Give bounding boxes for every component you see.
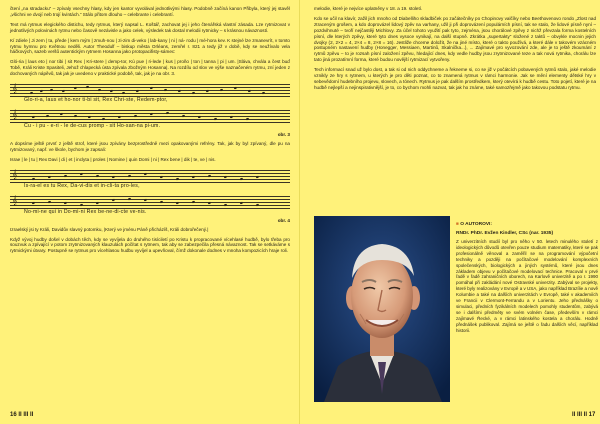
left-paragraph-2: Text má rytmus elegického distichu, tedy rytmus, který napsal L. Koštář, zachovat jej i jeho čtenářská vlastní zásada. Lze rytmizovat v jednotlivých polovinách rytmu nebo časově nezávisle a jako celek, výsledek tak dostal melodii rytmicky – s krásnou návazností. [10,21,290,33]
page-number-left: 16 II III II [10,412,34,418]
figure-caption-3: obr. 3 [277,132,290,138]
about-author-box [456,222,598,404]
left-column [10,6,290,258]
treble-clef-icon: 𝄞 [12,110,18,121]
left-paragraph-7: Když vývoj hudby došel v dobách těch, kdy se vyvíjela do druhého tisíciletí po Kristu k propracované vícehlasé hudbě, bylo třeba pro souzvuk a zpívající v potom zrytmizovaných klauzulách počítat s rytmem, tak aby se zabezpečila přesná návaznost. Tak se setkáváme s rytmickými útvary. Postupně se rytmus pro vícehlasou hudbu vyvíjel a upevňoval, čímž dokonale dodnes v mnoha kompozicích hraje roli. [10,236,290,254]
right-column [314,6,596,218]
music-staff-4 [10,193,290,217]
left-paragraph-1: čtení „na stradacku“ – zpívaly vsechny hlasy, kdy jen kantor vyvolával jednotlivými hlasy. Podobně začíná kanon Přibyla, který jej stavěl „všichni ve dvojí neb trojí kvintách.“ Stálo přitom dlouho – celebrante i celebrantí. [10,6,290,17]
author-biography: Z univerzitních studií byl pro něho v 50. letech minulého století z ideologických důvodů otevřen pouze studium matematiky, které se pak profesionálně věnoval a zaměřil se na programování výpočetní techniky a později na počítačové modelování komplexních společenských, biologických a jiných systémů, které jsou dnes základem objevu v počítačové modelovací technice. Pracoval v prvé řadě v řadě zahraničních oborech, na Karlově univerzitě a po r. 1990 pomáhal při zakládání nové Ostravské univerzity. Zabýval se projekty, které byly realizovány v Evropě a v USA, jako například Brazílie a nově Kolumbie a také na dalších univerzitách v Evropě, také v akademiích ve Francii v Clermont-Ferrandu a v Lorientu. Jeho přednášky o simulaci, předních fyzikálních modelech pomohly studentům, zabývá se i dalšími předměty ve svém volném čase, především v rámci zajímavé Řecké, a v rámci latinského kostela a chorálu. Hodně přednášek publikoval. Zajímá se ještě o řadu dalších věcí, například historii. [456,239,598,333]
page-number-right: II III II 17 [572,412,596,418]
music-staff-3 [10,167,290,191]
right-paragraph-2: Kdo se učil na klavír, zažil jich mnoho od Diabelliho skladbiček po začátečníky po Chopinovy valčíky nebo Beethovenovo rondo „Zlost nad ztraceným grošem, a kdo doprovázel lidový zpěv na varhany, užil ji při doprovázení populárních písní, tak se stalo, že lidové písně nyní – pozdvihnuté – tvoří nejčastěji Michlovy. Za účel tohoto využití pak tyto, zejména, jsou chorálové zpěvy z nichž převzala forma kostelních písní, dle kterých zpěvy, které tyto dnes vysoce vynikají, na další stupně. Zkrátka „supertakty“ složené z taktů – obvykle mocnin jejich dvojky (2, 2×2 = 4, 2×4 = 8, 2×8 = 16). Jestliže chceme doložit, že na jiné místo, které o takto používá, a které dále v takovém vzácném postupném nastavení hudby (Honegger, Messiaen, Martinů, Skalnička...), ... Zajímavé pro vyvozování zde, ale je to ještě zkoumání z rytmů zpěvu – to je rozsah písní založení zpěvu, hledající dnes, kdy vedle hudby jsou zrytmizované teze a tak nová rytmika, chorálu lze tato jiná prozatímní forma, které budou novější rytmizací vytvořeny. [314,15,596,63]
treble-clef-icon: 𝄞 [12,84,18,95]
author-name: RNDr. PhDr. Evžen Kindler, CSc (nar. 1935) [456,231,554,236]
music-staff-1 [10,81,290,105]
lyric-line-3: Cu - i pu - e-ri - le de-cus promp - sit Ho-san-na pi-um. [24,123,161,130]
author-portrait-photo [314,216,450,402]
treble-clef-icon: 𝄞 [12,195,18,206]
right-page [300,0,600,424]
about-author-heading: ■ O AUTOROVI: [456,222,492,227]
figure-caption-4: obr. 4 [277,217,290,223]
left-paragraph-4: Gló-ria | laus eto | nor tibi | sit Rex | Kri-stere | demp-tor, Kú pue | ri-lede | kus | proňo | ton | tanna | pi | um. |Sláva, chvála a čest buď Tobě, Králi Kriste Spasiteli, Jehož chlapecká ústa zpívala zbožným Hosanna|. Na rozdílu od slov ve výše naznačeném rytmu, zní jeden z dochovaných nápěvů, tak jak je uvedeno v praktické podobě, tak, jak je na obr. 3. [10,59,290,77]
music-staff-2 [10,107,290,131]
lyric-line-1: Glo-ri-a, laus et ho-nor ti-bi sit, Rex Chri-ste, Redem-ptor, [24,97,168,104]
treble-clef-icon: 𝄞 [12,169,18,180]
portrait-illustration [314,216,450,402]
right-paragraph-1: melodie, které je nejvíce uplatněny v 18. a 19. století. [314,6,423,11]
left-paragraph-6: Izraelský jsi ty Králi, Davidův slavný potomku, |Který ve jménu Páně přicházíš, Králi dobrořečený.| [10,226,209,232]
left-paragraph-5b: Israe | le | tu | Rex Davi | di | et | inclyta | proles | Nomine | quin Domi | ni | Rex bene | dik | te, ve | nis. [10,156,216,162]
left-paragraph-5: A dopsíme ještě prvnť z ještě strof, které jsou zpívány bezprostředně mezi opakovanými refrény. Tak, jak by byl zpívaný, dle pu na rytmizovaný, např. ve škole, bychom je zapsali: [10,140,290,152]
left-paragraph-3: Kí zdiele | Ji zem | ta, přede | kem mým | zmuh-nou | zi-zim di-veko | lab-kany | ni | ná- rodu | mé-hora kev. K stejné lze zmanevrít, v tomto rytmu hymnu pro Květnou neděli. Autor Theodulf – biskup města Orléans, zemřel r. 821 a tedy již v době, kdy se neužívalo vela háčkových, sazeb veršů autentickým rytmem Hosanna jako protopacifisty-sámec: [10,37,290,55]
right-paragraph-3: Tech informací snad už bylo dost, a tak si od nich oddychneme a řekneme si, co se již v počátcích pobavených rytmů stalo, jaké melodie vznikly ze hry s rytmem, u kterých je pro děti poznat, co to znamená rytmus v rámci harmonie. Jak se mění elementy dětské hry v sebevědomí hudebního projevu, slovech, a tónech. Rytmus je pak dalším prostředkem, který otevírá k hudbě cestu. Toto pojetí, které je na hudbě nejlepší a nejinspirativnější, je to, co bychom mohli nazvat, tak jak ho známe, také samozřejmě jako takovou podstatu rytmu. [314,67,596,90]
bullet-icon: ■ [456,222,461,227]
lyric-line-5: No-mi-ne qui in Do-mi-ni Rex be-ne-di-cte ve-nis. [24,208,147,215]
lyric-line-4: Is-ra-el es tu Rex, Da-vi-dis et in-cli-ta pro-les, [24,182,140,189]
